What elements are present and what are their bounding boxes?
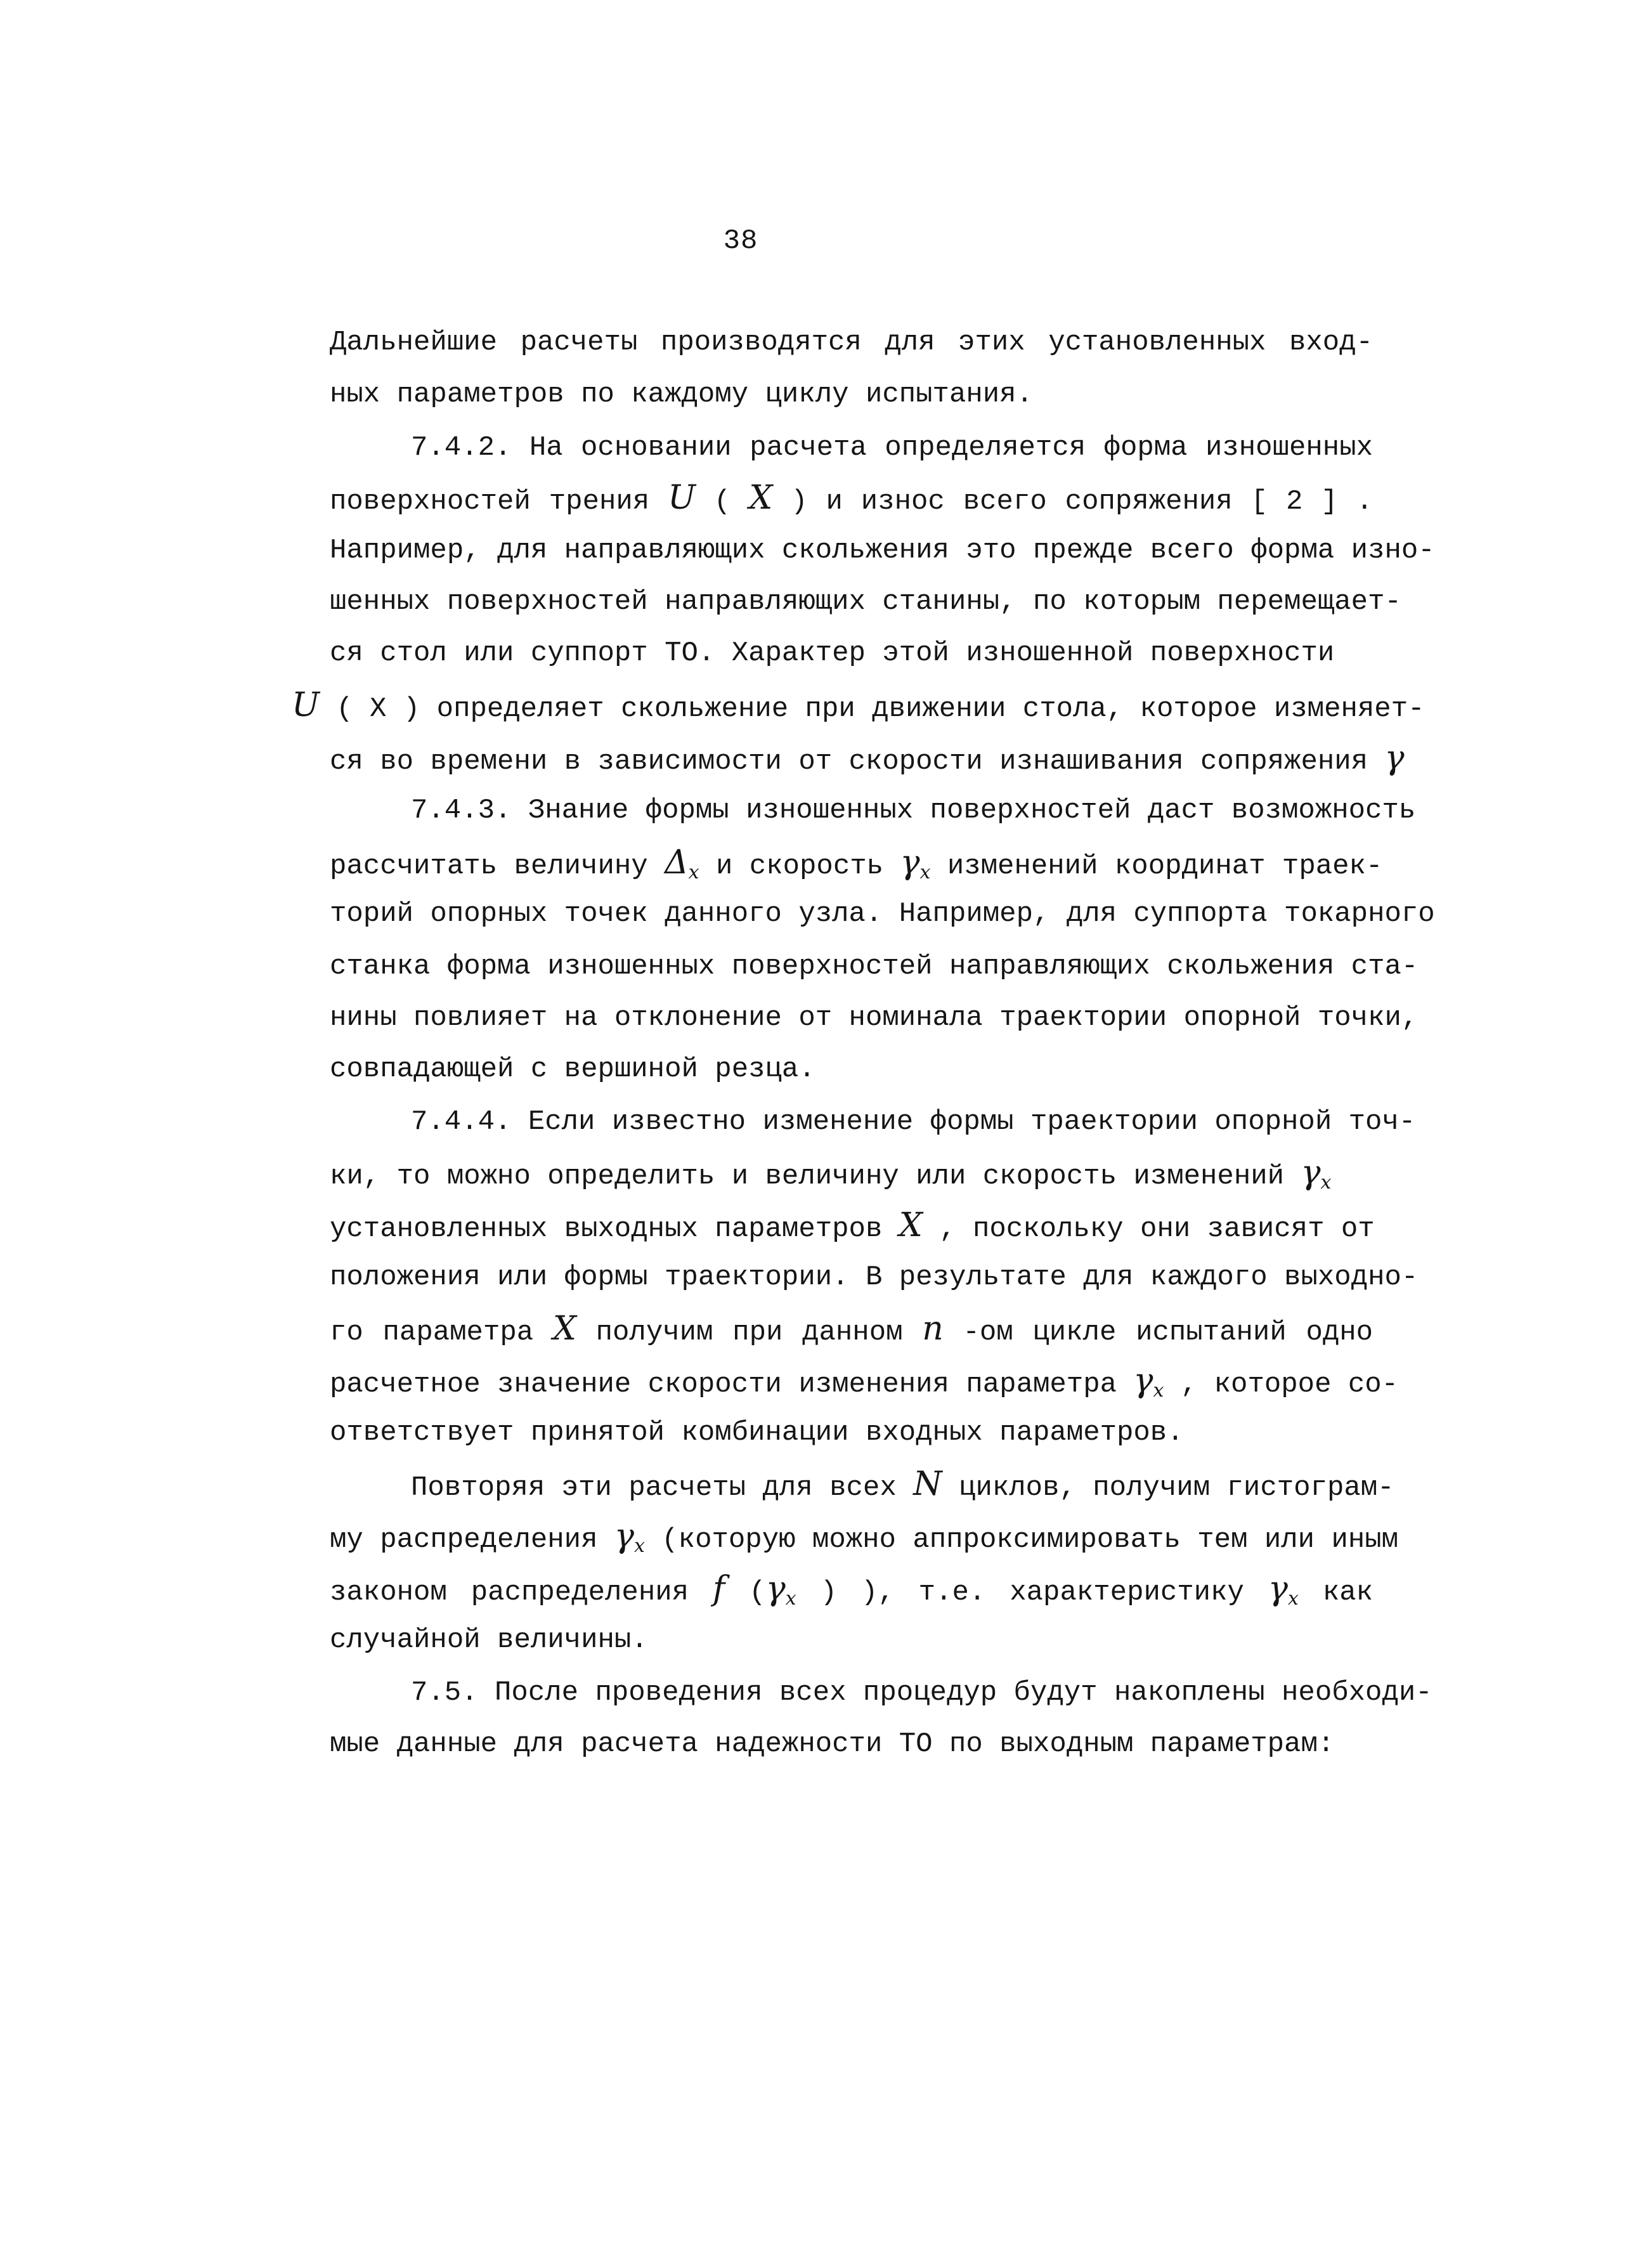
math-gamma: γ: [765, 1570, 786, 1608]
text-fragment: циклов, получим гистограм-: [959, 1472, 1394, 1504]
math-n-upper: N: [913, 1465, 942, 1503]
text-line: Дальнейшие расчеты производятся для этих установленных вход-: [330, 327, 1373, 358]
text-line: [411, 1465, 1394, 1504]
text-line: шенных поверхностей направляющих станины, по которым перемещает-: [330, 586, 1401, 618]
text-fragment: го параметра: [330, 1317, 534, 1348]
text-line: совпадающей с вершиной резца.: [330, 1053, 815, 1085]
math-gamma: γ: [1301, 1154, 1321, 1192]
text-fragment: поверхностей трения: [330, 486, 650, 518]
text-fragment: (: [713, 486, 731, 518]
math-subscript-x: x: [1287, 1587, 1299, 1610]
math-subscript-x: x: [785, 1587, 796, 1610]
text-fragment: ся во времени в зависимости от скорости изнашивания сопряжения: [330, 746, 1368, 778]
text-line: ответствует принятой комбинации входных параметров.: [330, 1417, 1184, 1449]
text-line: [292, 686, 1425, 725]
text-fragment: расчетное значение скорости изменения параметра: [330, 1369, 1117, 1400]
math-subscript-x: x: [1153, 1379, 1164, 1402]
text-fragment: , поскольку они зависят от: [939, 1213, 1375, 1245]
paragraph-7-4-2-start: 7.4.2. На основании расчета определяется форма изношенных: [411, 432, 1373, 464]
math-x: X: [749, 479, 773, 517]
text-fragment: (: [749, 1577, 766, 1608]
math-gamma: γ: [1384, 739, 1405, 777]
text-line: [330, 1154, 1332, 1194]
text-line: [330, 1570, 1373, 1608]
text-line: [330, 1362, 1399, 1402]
paragraph-7-5-start: 7.5. После проведения всех процедур будут накоплены необходи-: [411, 1677, 1432, 1709]
text-fragment: и скорость: [715, 850, 884, 882]
text-line: [330, 1206, 1373, 1244]
math-delta: Δ: [665, 844, 689, 882]
text-line: [330, 739, 1405, 778]
text-line: мые данные для расчета надежности ТО по выходным параметрам:: [330, 1728, 1335, 1760]
text-line: [330, 1517, 1399, 1557]
paragraph-7-4-3-start: 7.4.3. Знание формы изношенных поверхностей даст возможность: [411, 795, 1416, 826]
text-line: нины повлияет на отклонение от номинала траектории опорной точки,: [330, 1002, 1419, 1034]
text-line: торий опорных точек данного узла. Например, для суппорта токарного: [330, 898, 1435, 930]
text-fragment: , которое со-: [1180, 1369, 1399, 1400]
page-number: 38: [723, 225, 758, 257]
text-fragment: (которую можно аппроксимировать тем или иным: [661, 1524, 1399, 1556]
math-x: X: [899, 1206, 923, 1244]
text-fragment: изменений координат траек-: [947, 850, 1383, 882]
paragraph-7-4-4-start: 7.4.4. Если известно изменение формы траектории опорной точ-: [411, 1106, 1416, 1138]
text-fragment: -ом цикле испытаний одно: [963, 1317, 1373, 1348]
text-fragment: получим при данном: [595, 1317, 903, 1348]
text-line: [330, 1310, 1373, 1348]
math-subscript-x: x: [633, 1535, 645, 1557]
text-line: положения или формы траектории. В результате для каждого выходно-: [330, 1261, 1419, 1293]
text-fragment: му распределения: [330, 1524, 598, 1556]
text-fragment: ) ), т.е. характеристику: [820, 1577, 1244, 1608]
math-subscript-x: x: [688, 861, 699, 883]
math-u: U: [292, 686, 320, 724]
text-line: случайной величины.: [330, 1624, 648, 1656]
text-fragment: как: [1322, 1577, 1373, 1608]
math-u: U: [668, 479, 696, 517]
text-line: станка форма изношенных поверхностей направляющих скольжения ста-: [330, 951, 1419, 982]
text-line: [330, 844, 1383, 883]
text-fragment: законом распределения: [330, 1577, 689, 1608]
text-fragment: установленных выходных параметров: [330, 1213, 883, 1245]
text-fragment: ки, то можно определить и величину или скорость изменений: [330, 1161, 1285, 1192]
text-line: ных параметров по каждому циклу испытания.: [330, 379, 1033, 410]
text-line: Например, для направляющих скольжения это прежде всего форма изно-: [330, 535, 1435, 566]
text-fragment: рассчитать величину: [330, 850, 648, 882]
math-f: f: [713, 1570, 725, 1608]
math-gamma: γ: [1268, 1570, 1288, 1608]
math-x: X: [552, 1310, 576, 1348]
math-gamma: γ: [1133, 1362, 1153, 1400]
text-fragment: ) и износ всего сопряжения: [791, 486, 1233, 518]
math-subscript-x: x: [1320, 1171, 1332, 1194]
text-fragment: Повторяя эти расчеты для всех: [411, 1472, 897, 1504]
reference-2: [ 2 ] .: [1250, 486, 1373, 518]
text-line: ся стол или суппорт ТО. Характер этой изношенной поверхности: [330, 637, 1335, 669]
math-subscript-x: x: [919, 861, 931, 883]
math-gamma: γ: [614, 1517, 634, 1555]
math-gamma: γ: [900, 844, 920, 882]
text-fragment: ( X ) определяет скольжение при движении стола, которое изменяет-: [336, 693, 1425, 725]
math-n: n: [922, 1310, 944, 1348]
text-line: [330, 479, 1373, 517]
